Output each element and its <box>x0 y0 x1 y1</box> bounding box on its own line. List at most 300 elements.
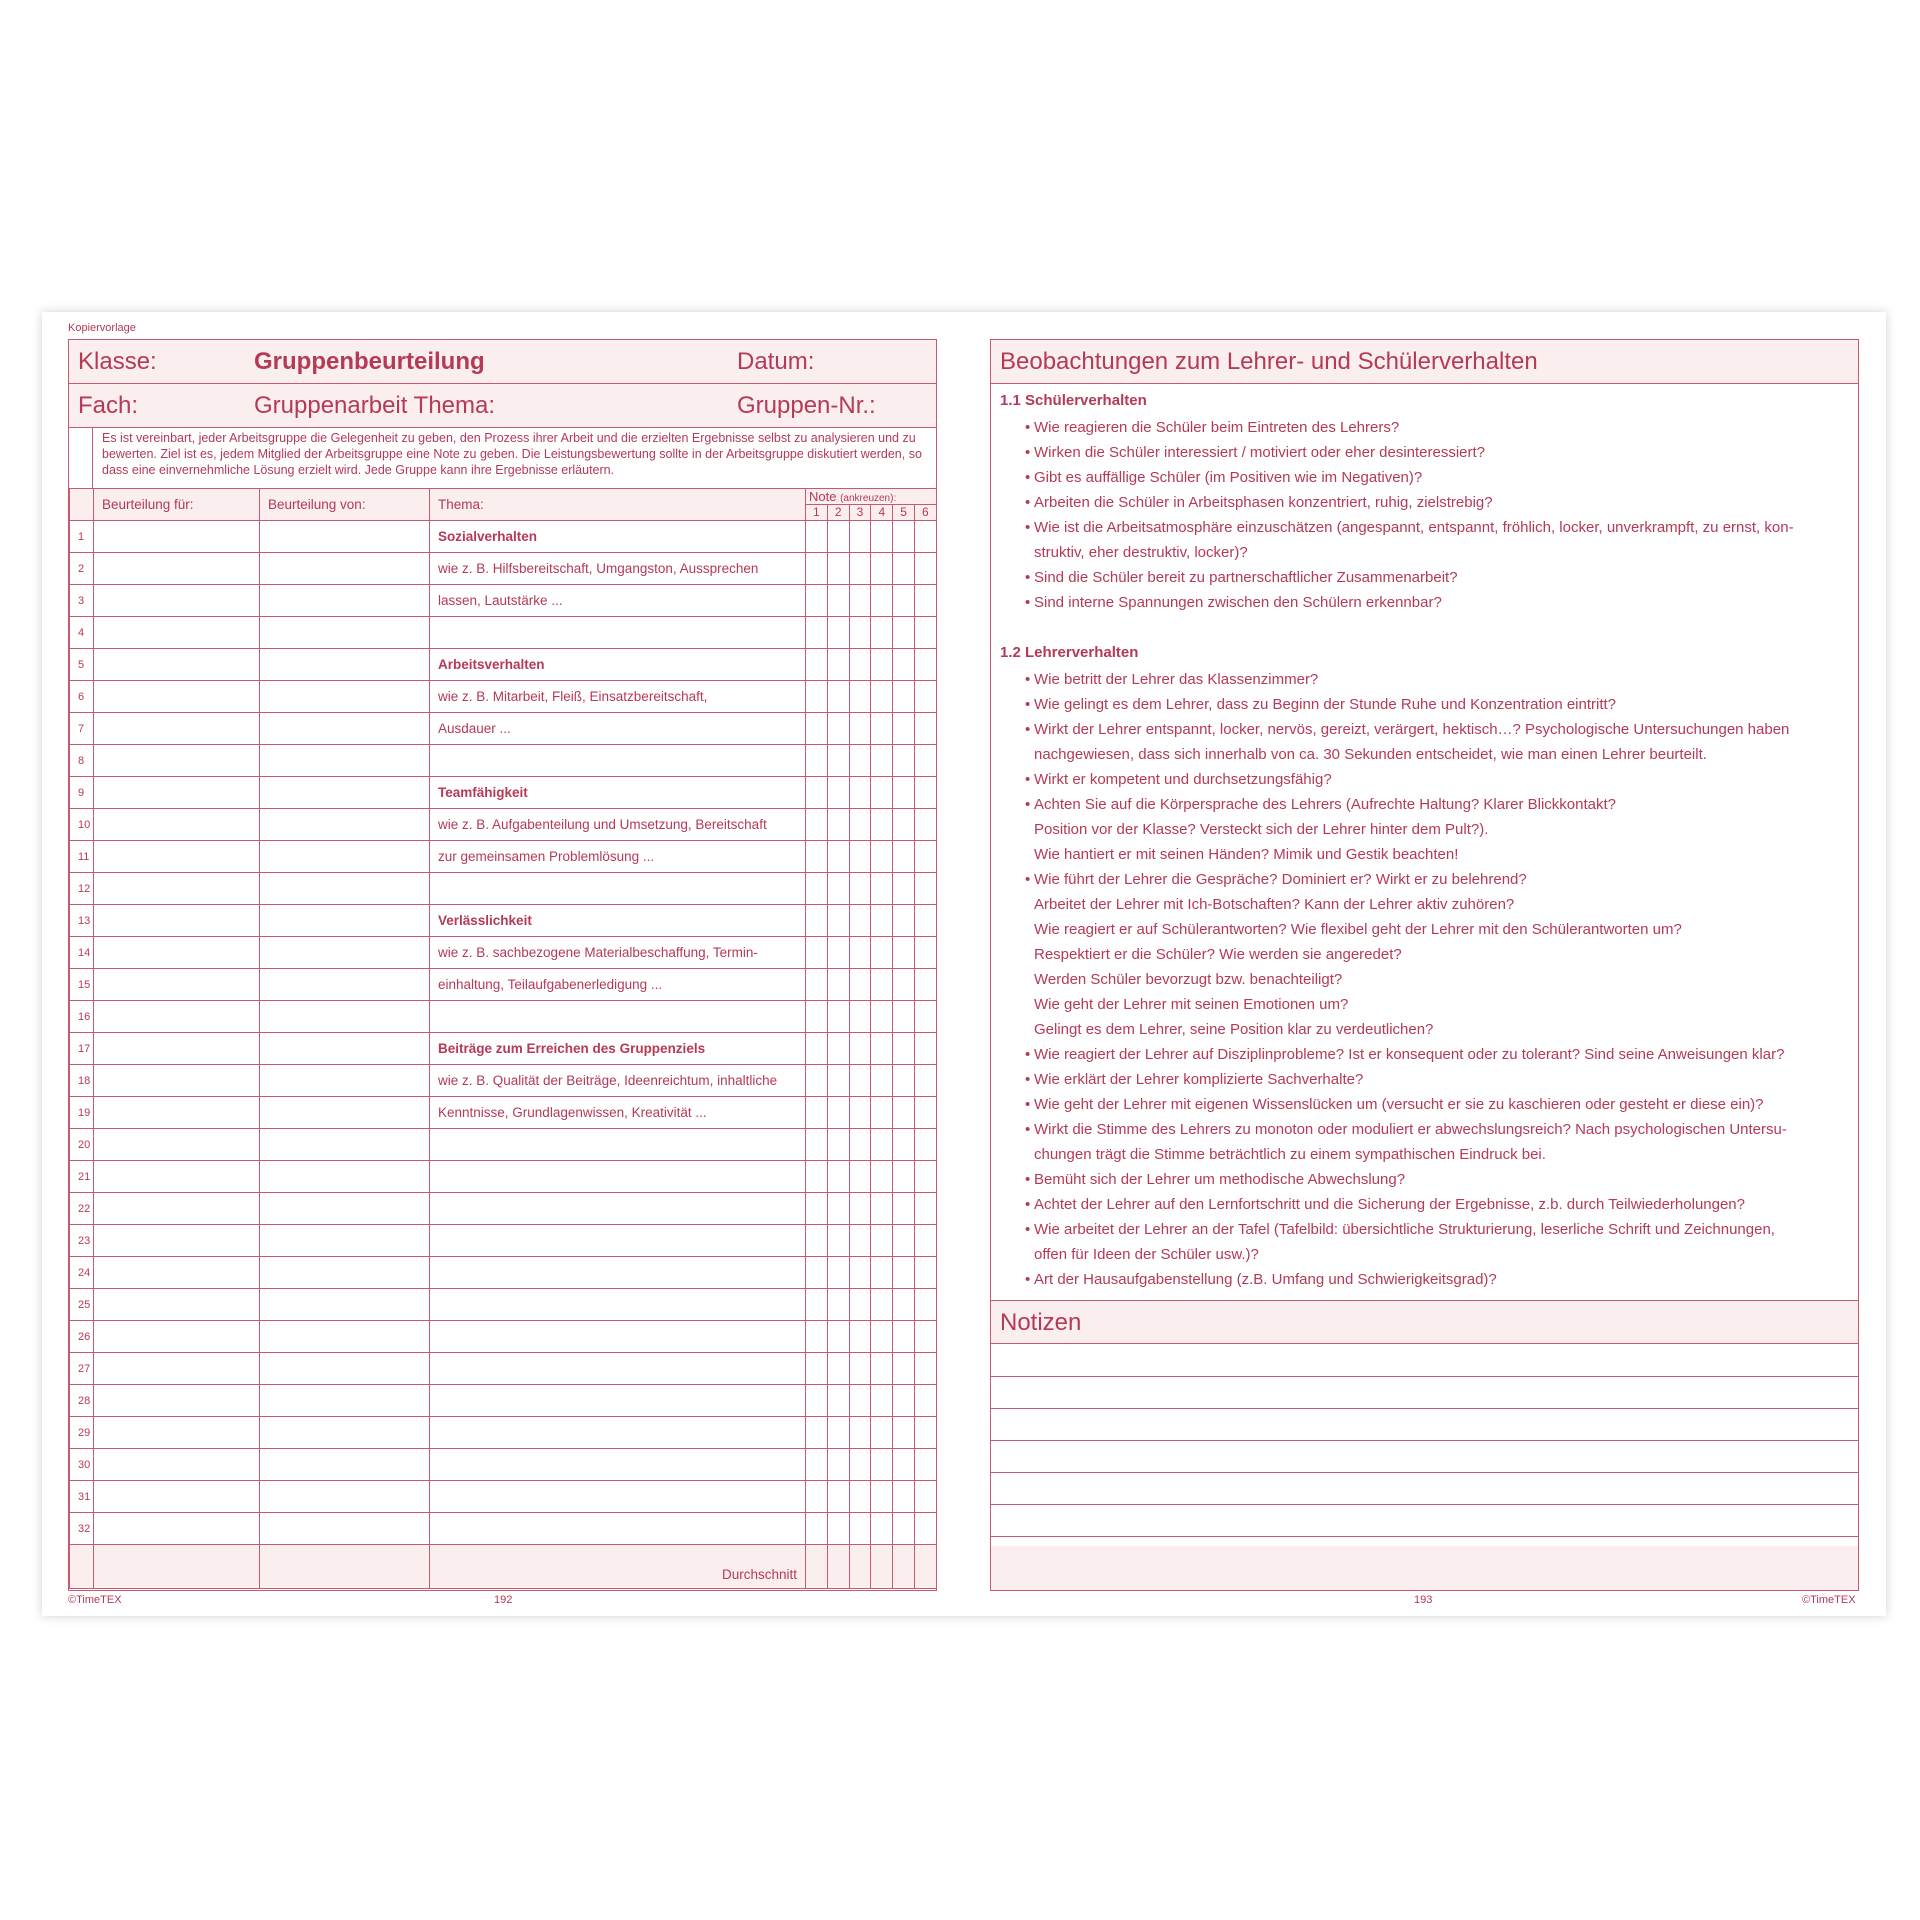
question-item: Gelingt es dem Lehrer, seine Position klar zu verdeutlichen? <box>1034 1021 1434 1038</box>
grade-checkbox-5[interactable] <box>893 649 915 681</box>
cell-thema[interactable] <box>430 1129 806 1161</box>
grade-checkbox-1[interactable] <box>806 1385 828 1417</box>
cell-beurteilung-fuer[interactable] <box>94 681 260 713</box>
grade-checkbox-1[interactable] <box>806 1257 828 1289</box>
grade-checkbox-1[interactable] <box>806 585 828 617</box>
cell-beurteilung-von[interactable] <box>260 681 430 713</box>
cell-beurteilung-von[interactable] <box>260 969 430 1001</box>
grade-checkbox-6[interactable] <box>914 1353 936 1385</box>
grade-checkbox-6[interactable] <box>914 1129 936 1161</box>
grade-checkbox-2[interactable] <box>827 1257 849 1289</box>
cell-beurteilung-fuer[interactable] <box>94 1065 260 1097</box>
grade-checkbox-3[interactable] <box>849 521 871 553</box>
cell-beurteilung-fuer[interactable] <box>94 1257 260 1289</box>
avg-grade-cell[interactable] <box>871 1545 893 1589</box>
grade-checkbox-4[interactable] <box>871 873 893 905</box>
grade-checkbox-3[interactable] <box>849 841 871 873</box>
grade-checkbox-3[interactable] <box>849 745 871 777</box>
grade-checkbox-1[interactable] <box>806 521 828 553</box>
grade-checkbox-6[interactable] <box>914 1193 936 1225</box>
grade-checkbox-4[interactable] <box>871 905 893 937</box>
copyright-right: ©TimeTEX <box>1802 1594 1856 1606</box>
grade-checkbox-2[interactable] <box>827 553 849 585</box>
grade-checkbox-3[interactable] <box>849 1001 871 1033</box>
cell-beurteilung-fuer[interactable] <box>94 969 260 1001</box>
cell-thema[interactable]: Ausdauer ... <box>430 713 806 745</box>
grade-checkbox-5[interactable] <box>893 1385 915 1417</box>
grade-checkbox-2[interactable] <box>827 521 849 553</box>
grade-checkbox-2[interactable] <box>827 1097 849 1129</box>
grade-checkbox-1[interactable] <box>806 873 828 905</box>
cell-beurteilung-fuer[interactable] <box>94 1353 260 1385</box>
grade-checkbox-5[interactable] <box>893 873 915 905</box>
grade-checkbox-2[interactable] <box>827 1065 849 1097</box>
cell-beurteilung-fuer[interactable] <box>94 841 260 873</box>
cell-beurteilung-fuer[interactable] <box>94 1417 260 1449</box>
grade-checkbox-1[interactable] <box>806 1449 828 1481</box>
grade-checkbox-4[interactable] <box>871 937 893 969</box>
grade-checkbox-2[interactable] <box>827 1225 849 1257</box>
grade-checkbox-6[interactable] <box>914 1161 936 1193</box>
cell-beurteilung-fuer[interactable] <box>94 521 260 553</box>
grade-checkbox-4[interactable] <box>871 617 893 649</box>
grade-checkbox-1[interactable] <box>806 841 828 873</box>
grade-checkbox-3[interactable] <box>849 681 871 713</box>
grade-checkbox-3[interactable] <box>849 1481 871 1513</box>
grade-checkbox-5[interactable] <box>893 841 915 873</box>
grade-checkbox-5[interactable] <box>893 553 915 585</box>
grade-checkbox-2[interactable] <box>827 585 849 617</box>
cell-thema[interactable]: lassen, Lautstärke ... <box>430 585 806 617</box>
grade-checkbox-4[interactable] <box>871 1065 893 1097</box>
grade-checkbox-3[interactable] <box>849 809 871 841</box>
grade-checkbox-6[interactable] <box>914 777 936 809</box>
grade-checkbox-5[interactable] <box>893 745 915 777</box>
cell-beurteilung-von[interactable] <box>260 905 430 937</box>
grade-checkbox-4[interactable] <box>871 1193 893 1225</box>
cell-beurteilung-von[interactable] <box>260 1001 430 1033</box>
cell-beurteilung-fuer[interactable] <box>94 1097 260 1129</box>
grade-checkbox-5[interactable] <box>893 969 915 1001</box>
cell-beurteilung-von[interactable] <box>260 521 430 553</box>
grade-checkbox-6[interactable] <box>914 617 936 649</box>
grade-checkbox-3[interactable] <box>849 553 871 585</box>
grade-checkbox-2[interactable] <box>827 1001 849 1033</box>
grade-checkbox-3[interactable] <box>849 777 871 809</box>
notes-bottom-band <box>991 1546 1858 1590</box>
cell-beurteilung-von[interactable] <box>260 809 430 841</box>
grade-checkbox-2[interactable] <box>827 937 849 969</box>
grade-checkbox-2[interactable] <box>827 1385 849 1417</box>
grade-checkbox-6[interactable] <box>914 649 936 681</box>
grade-checkbox-5[interactable] <box>893 1321 915 1353</box>
grade-checkbox-6[interactable] <box>914 937 936 969</box>
grade-checkbox-6[interactable] <box>914 1481 936 1513</box>
grade-checkbox-2[interactable] <box>827 809 849 841</box>
grade-checkbox-2[interactable] <box>827 1449 849 1481</box>
grade-checkbox-2[interactable] <box>827 777 849 809</box>
avg-grade-cell[interactable] <box>849 1545 871 1589</box>
grade-checkbox-6[interactable] <box>914 1289 936 1321</box>
grade-checkbox-3[interactable] <box>849 1385 871 1417</box>
grade-checkbox-4[interactable] <box>871 521 893 553</box>
cell-beurteilung-von[interactable] <box>260 617 430 649</box>
cell-beurteilung-von[interactable] <box>260 1193 430 1225</box>
grade-checkbox-4[interactable] <box>871 1225 893 1257</box>
grade-checkbox-4[interactable] <box>871 1385 893 1417</box>
grade-checkbox-3[interactable] <box>849 1449 871 1481</box>
grade-checkbox-5[interactable] <box>893 521 915 553</box>
grade-checkbox-3[interactable] <box>849 1225 871 1257</box>
grade-checkbox-4[interactable] <box>871 809 893 841</box>
cell-beurteilung-von[interactable] <box>260 649 430 681</box>
cell-beurteilung-fuer[interactable] <box>94 1129 260 1161</box>
grade-checkbox-1[interactable] <box>806 905 828 937</box>
grade-checkbox-4[interactable] <box>871 681 893 713</box>
cell-thema[interactable] <box>430 745 806 777</box>
grade-checkbox-1[interactable] <box>806 1321 828 1353</box>
cell-beurteilung-fuer[interactable] <box>94 585 260 617</box>
avg-grade-cell[interactable] <box>827 1545 849 1589</box>
grade-checkbox-5[interactable] <box>893 1353 915 1385</box>
cell-thema[interactable]: wie z. B. Mitarbeit, Fleiß, Einsatzbereitschaft, <box>430 681 806 713</box>
grade-checkbox-3[interactable] <box>849 937 871 969</box>
grade-checkbox-3[interactable] <box>849 1161 871 1193</box>
grade-checkbox-6[interactable] <box>914 1097 936 1129</box>
grade-checkbox-3[interactable] <box>849 1353 871 1385</box>
grade-checkbox-3[interactable] <box>849 1033 871 1065</box>
cell-beurteilung-von[interactable] <box>260 1033 430 1065</box>
grade-checkbox-3[interactable] <box>849 873 871 905</box>
cell-thema[interactable] <box>430 1353 806 1385</box>
grade-checkbox-6[interactable] <box>914 745 936 777</box>
grade-checkbox-6[interactable] <box>914 809 936 841</box>
grade-checkbox-5[interactable] <box>893 681 915 713</box>
grade-checkbox-5[interactable] <box>893 777 915 809</box>
grade-checkbox-1[interactable] <box>806 745 828 777</box>
grade-checkbox-2[interactable] <box>827 1353 849 1385</box>
grade-checkbox-4[interactable] <box>871 841 893 873</box>
grade-checkbox-3[interactable] <box>849 649 871 681</box>
grade-checkbox-2[interactable] <box>827 649 849 681</box>
grade-checkbox-1[interactable] <box>806 969 828 1001</box>
grade-checkbox-1[interactable] <box>806 1001 828 1033</box>
grade-checkbox-3[interactable] <box>849 1097 871 1129</box>
cell-beurteilung-von[interactable] <box>260 1449 430 1481</box>
cell-beurteilung-von[interactable] <box>260 937 430 969</box>
grade-checkbox-2[interactable] <box>827 713 849 745</box>
grade-checkbox-4[interactable] <box>871 649 893 681</box>
grade-checkbox-1[interactable] <box>806 681 828 713</box>
grade-checkbox-6[interactable] <box>914 585 936 617</box>
grade-checkbox-5[interactable] <box>893 905 915 937</box>
grade-checkbox-2[interactable] <box>827 1193 849 1225</box>
grade-checkbox-2[interactable] <box>827 617 849 649</box>
cell-thema[interactable]: Teamfähigkeit <box>430 777 806 809</box>
cell-beurteilung-fuer[interactable] <box>94 553 260 585</box>
grade-checkbox-3[interactable] <box>849 585 871 617</box>
grade-checkbox-4[interactable] <box>871 1257 893 1289</box>
cell-beurteilung-fuer[interactable] <box>94 1513 260 1545</box>
cell-thema[interactable]: wie z. B. sachbezogene Materialbeschaffung, Termin- <box>430 937 806 969</box>
grade-checkbox-2[interactable] <box>827 681 849 713</box>
grade-checkbox-5[interactable] <box>893 1449 915 1481</box>
notizen-title: Notizen <box>1000 1309 1082 1336</box>
grade-checkbox-5[interactable] <box>893 1417 915 1449</box>
cell-beurteilung-fuer[interactable] <box>94 1385 260 1417</box>
grade-checkbox-6[interactable] <box>914 1033 936 1065</box>
grade-checkbox-2[interactable] <box>827 1289 849 1321</box>
cell-beurteilung-von[interactable] <box>260 585 430 617</box>
grade-checkbox-1[interactable] <box>806 1193 828 1225</box>
grade-checkbox-5[interactable] <box>893 1225 915 1257</box>
grade-checkbox-5[interactable] <box>893 1193 915 1225</box>
cell-beurteilung-von[interactable] <box>260 1385 430 1417</box>
grade-checkbox-4[interactable] <box>871 777 893 809</box>
cell-beurteilung-von[interactable] <box>260 1481 430 1513</box>
grade-checkbox-4[interactable] <box>871 1129 893 1161</box>
grade-checkbox-4[interactable] <box>871 1033 893 1065</box>
grade-checkbox-3[interactable] <box>849 1065 871 1097</box>
cell-beurteilung-fuer[interactable] <box>94 1001 260 1033</box>
grade-checkbox-5[interactable] <box>893 809 915 841</box>
cell-thema[interactable] <box>430 1449 806 1481</box>
cell-beurteilung-fuer[interactable] <box>94 617 260 649</box>
grade-checkbox-3[interactable] <box>849 1321 871 1353</box>
grade-checkbox-6[interactable] <box>914 1385 936 1417</box>
grade-checkbox-6[interactable] <box>914 713 936 745</box>
cell-thema[interactable] <box>430 1225 806 1257</box>
grade-checkbox-3[interactable] <box>849 1513 871 1545</box>
grade-checkbox-6[interactable] <box>914 1257 936 1289</box>
cell-beurteilung-von[interactable] <box>260 777 430 809</box>
grade-checkbox-1[interactable] <box>806 1065 828 1097</box>
grade-checkbox-5[interactable] <box>893 1065 915 1097</box>
cell-beurteilung-fuer[interactable] <box>94 1481 260 1513</box>
cell-beurteilung-von[interactable] <box>260 1257 430 1289</box>
cell-beurteilung-von[interactable] <box>260 1097 430 1129</box>
cell-beurteilung-von[interactable] <box>260 1161 430 1193</box>
grade-checkbox-2[interactable] <box>827 905 849 937</box>
grade-checkbox-2[interactable] <box>827 1513 849 1545</box>
grade-checkbox-1[interactable] <box>806 1513 828 1545</box>
grade-checkbox-6[interactable] <box>914 1513 936 1545</box>
grade-checkbox-2[interactable] <box>827 1161 849 1193</box>
grade-checkbox-2[interactable] <box>827 969 849 1001</box>
grade-checkbox-4[interactable] <box>871 1097 893 1129</box>
cell-thema[interactable] <box>430 617 806 649</box>
cell-beurteilung-fuer[interactable] <box>94 937 260 969</box>
cell-thema[interactable] <box>430 1385 806 1417</box>
cell-beurteilung-fuer[interactable] <box>94 1289 260 1321</box>
cell-thema[interactable]: zur gemeinsamen Problemlösung ... <box>430 841 806 873</box>
grade-checkbox-6[interactable] <box>914 1321 936 1353</box>
cell-beurteilung-von[interactable] <box>260 1289 430 1321</box>
cell-thema[interactable] <box>430 873 806 905</box>
grade-checkbox-4[interactable] <box>871 1289 893 1321</box>
grade-checkbox-6[interactable] <box>914 553 936 585</box>
grade-checkbox-1[interactable] <box>806 1129 828 1161</box>
grade-checkbox-4[interactable] <box>871 553 893 585</box>
cell-thema[interactable]: wie z. B. Hilfsbereitschaft, Umgangston, Aussprechen <box>430 553 806 585</box>
grade-checkbox-6[interactable] <box>914 1001 936 1033</box>
cell-beurteilung-fuer[interactable] <box>94 1321 260 1353</box>
cell-beurteilung-fuer[interactable] <box>94 1193 260 1225</box>
grade-checkbox-6[interactable] <box>914 681 936 713</box>
grade-checkbox-5[interactable] <box>893 713 915 745</box>
grade-checkbox-6[interactable] <box>914 905 936 937</box>
cell-thema[interactable]: Kenntnisse, Grundlagenwissen, Kreativität ... <box>430 1097 806 1129</box>
avg-grade-cell[interactable] <box>806 1545 828 1589</box>
grade-checkbox-6[interactable] <box>914 841 936 873</box>
cell-beurteilung-von[interactable] <box>260 873 430 905</box>
grade-checkbox-4[interactable] <box>871 585 893 617</box>
cell-beurteilung-fuer[interactable] <box>94 1225 260 1257</box>
cell-beurteilung-fuer[interactable] <box>94 777 260 809</box>
grade-checkbox-3[interactable] <box>849 1257 871 1289</box>
cell-beurteilung-von[interactable] <box>260 553 430 585</box>
avg-grade-cell[interactable] <box>914 1545 936 1589</box>
grade-checkbox-4[interactable] <box>871 1001 893 1033</box>
grade-checkbox-3[interactable] <box>849 1129 871 1161</box>
cell-beurteilung-fuer[interactable] <box>94 649 260 681</box>
grade-checkbox-4[interactable] <box>871 1513 893 1545</box>
grade-checkbox-5[interactable] <box>893 1513 915 1545</box>
grade-checkbox-1[interactable] <box>806 1225 828 1257</box>
grade-checkbox-5[interactable] <box>893 1001 915 1033</box>
grade-checkbox-6[interactable] <box>914 521 936 553</box>
cell-thema[interactable] <box>430 1161 806 1193</box>
grade-checkbox-1[interactable] <box>806 649 828 681</box>
cell-beurteilung-von[interactable] <box>260 1129 430 1161</box>
grade-checkbox-5[interactable] <box>893 1129 915 1161</box>
grade-checkbox-6[interactable] <box>914 1417 936 1449</box>
cell-thema[interactable]: Arbeitsverhalten <box>430 649 806 681</box>
cell-beurteilung-fuer[interactable] <box>94 1033 260 1065</box>
grade-checkbox-2[interactable] <box>827 873 849 905</box>
cell-thema[interactable] <box>430 1257 806 1289</box>
grade-checkbox-1[interactable] <box>806 1353 828 1385</box>
cell-thema[interactable]: Sozialverhalten <box>430 521 806 553</box>
cell-beurteilung-fuer[interactable] <box>94 873 260 905</box>
cell-thema[interactable]: wie z. B. Qualität der Beiträge, Ideenreichtum, inhaltliche <box>430 1065 806 1097</box>
cell-thema[interactable] <box>430 1289 806 1321</box>
grade-checkbox-6[interactable] <box>914 969 936 1001</box>
grade-checkbox-5[interactable] <box>893 1033 915 1065</box>
cell-thema[interactable] <box>430 1193 806 1225</box>
cell-thema[interactable] <box>430 1321 806 1353</box>
grade-checkbox-6[interactable] <box>914 1225 936 1257</box>
grade-checkbox-1[interactable] <box>806 1161 828 1193</box>
grade-checkbox-5[interactable] <box>893 617 915 649</box>
cell-beurteilung-von[interactable] <box>260 1321 430 1353</box>
cell-beurteilung-fuer[interactable] <box>94 809 260 841</box>
cell-beurteilung-von[interactable] <box>260 1225 430 1257</box>
cell-beurteilung-von[interactable] <box>260 841 430 873</box>
grade-checkbox-5[interactable] <box>893 585 915 617</box>
row-number: 15 <box>70 969 94 1001</box>
cell-thema[interactable] <box>430 1513 806 1545</box>
grade-checkbox-1[interactable] <box>806 713 828 745</box>
grade-checkbox-3[interactable] <box>849 713 871 745</box>
grade-checkbox-1[interactable] <box>806 809 828 841</box>
grade-checkbox-1[interactable] <box>806 617 828 649</box>
grade-checkbox-2[interactable] <box>827 745 849 777</box>
question-item: Werden Schüler bevorzugt bzw. benachteiligt? <box>1034 971 1343 988</box>
cell-beurteilung-fuer[interactable] <box>94 745 260 777</box>
grade-checkbox-2[interactable] <box>827 1481 849 1513</box>
grade-checkbox-1[interactable] <box>806 777 828 809</box>
grade-checkbox-5[interactable] <box>893 1097 915 1129</box>
grade-checkbox-3[interactable] <box>849 1193 871 1225</box>
cell-beurteilung-von[interactable] <box>260 1353 430 1385</box>
grade-checkbox-2[interactable] <box>827 1321 849 1353</box>
grade-checkbox-4[interactable] <box>871 1353 893 1385</box>
cell-beurteilung-fuer[interactable] <box>94 1449 260 1481</box>
grade-checkbox-1[interactable] <box>806 937 828 969</box>
grade-checkbox-1[interactable] <box>806 1097 828 1129</box>
grade-checkbox-2[interactable] <box>827 841 849 873</box>
grade-checkbox-1[interactable] <box>806 1417 828 1449</box>
cell-beurteilung-von[interactable] <box>260 745 430 777</box>
grade-checkbox-6[interactable] <box>914 1065 936 1097</box>
cell-thema[interactable] <box>430 1417 806 1449</box>
cell-thema[interactable]: Beiträge zum Erreichen des Gruppenziels <box>430 1033 806 1065</box>
grade-checkbox-3[interactable] <box>849 1417 871 1449</box>
grade-checkbox-2[interactable] <box>827 1417 849 1449</box>
grade-checkbox-5[interactable] <box>893 1257 915 1289</box>
grade-checkbox-4[interactable] <box>871 745 893 777</box>
cell-thema[interactable]: einhaltung, Teilaufgabenerledigung ... <box>430 969 806 1001</box>
grade-checkbox-4[interactable] <box>871 1481 893 1513</box>
cell-thema[interactable]: Verlässlichkeit <box>430 905 806 937</box>
grade-checkbox-4[interactable] <box>871 1449 893 1481</box>
cell-beurteilung-von[interactable] <box>260 1513 430 1545</box>
grade-checkbox-5[interactable] <box>893 1289 915 1321</box>
grade-checkbox-2[interactable] <box>827 1033 849 1065</box>
grade-checkbox-3[interactable] <box>849 905 871 937</box>
grade-checkbox-3[interactable] <box>849 617 871 649</box>
grade-checkbox-4[interactable] <box>871 969 893 1001</box>
grade-checkbox-3[interactable] <box>849 1289 871 1321</box>
cell-thema[interactable]: wie z. B. Aufgabenteilung und Umsetzung, Bereitschaft <box>430 809 806 841</box>
cell-beurteilung-von[interactable] <box>260 1065 430 1097</box>
cell-beurteilung-fuer[interactable] <box>94 905 260 937</box>
grade-checkbox-1[interactable] <box>806 1033 828 1065</box>
grade-checkbox-6[interactable] <box>914 873 936 905</box>
avg-grade-cell[interactable] <box>893 1545 915 1589</box>
grade-checkbox-4[interactable] <box>871 1321 893 1353</box>
grade-checkbox-4[interactable] <box>871 1161 893 1193</box>
grade-checkbox-1[interactable] <box>806 1481 828 1513</box>
cell-beurteilung-von[interactable] <box>260 1417 430 1449</box>
cell-thema[interactable] <box>430 1481 806 1513</box>
grade-checkbox-2[interactable] <box>827 1129 849 1161</box>
cell-beurteilung-von[interactable] <box>260 713 430 745</box>
grade-checkbox-4[interactable] <box>871 1417 893 1449</box>
grade-checkbox-6[interactable] <box>914 1449 936 1481</box>
grade-checkbox-1[interactable] <box>806 1289 828 1321</box>
grade-checkbox-5[interactable] <box>893 937 915 969</box>
cell-beurteilung-fuer[interactable] <box>94 1161 260 1193</box>
grade-checkbox-5[interactable] <box>893 1481 915 1513</box>
grade-checkbox-3[interactable] <box>849 969 871 1001</box>
cell-beurteilung-fuer[interactable] <box>94 713 260 745</box>
grade-checkbox-4[interactable] <box>871 713 893 745</box>
grade-checkbox-1[interactable] <box>806 553 828 585</box>
cell-thema[interactable] <box>430 1001 806 1033</box>
grade-checkbox-5[interactable] <box>893 1161 915 1193</box>
